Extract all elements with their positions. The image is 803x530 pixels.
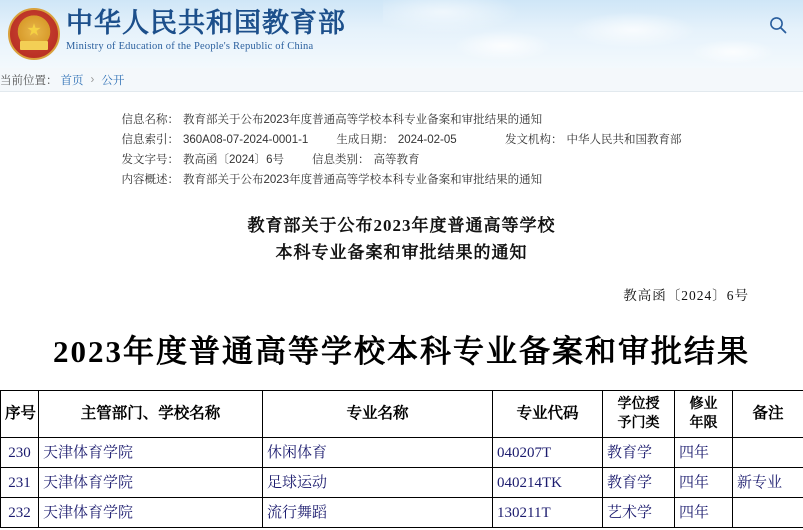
meta-cell-date	[336, 130, 456, 150]
results-table-wrapper	[0, 390, 803, 528]
cell-major: 足球运动	[263, 468, 493, 498]
meta-key: 内容概述：	[121, 174, 179, 186]
table-header-degree-line1: 学位授	[617, 397, 660, 412]
meta-row	[122, 110, 682, 130]
table-header-school: 主管部门、学校名称	[39, 391, 263, 438]
meta-value: 2024-02-05	[397, 134, 457, 146]
meta-value: 教育部关于公布2023年度普通高等学校本科专业备案和审批结果的通知	[183, 114, 543, 126]
table-header-years-line2: 年限	[689, 416, 718, 431]
cell-years: 四年	[675, 498, 733, 528]
table-header-years-line1: 修业	[689, 397, 718, 412]
cell-degree: 教育学	[603, 438, 675, 468]
table-header-years	[675, 391, 733, 438]
meta-row	[122, 150, 682, 170]
breadcrumb	[0, 68, 803, 92]
star-glyph: ★	[26, 20, 42, 40]
table-header-degree-line2: 予门类	[617, 416, 660, 431]
site-title-en: Ministry of Education of the People's Republic of China	[66, 41, 314, 52]
document-title	[92, 212, 712, 266]
meta-cell-summary	[122, 170, 543, 190]
meta-row	[122, 130, 682, 150]
cell-note	[733, 438, 803, 468]
table-row	[1, 498, 803, 528]
cell-code: 040214TK	[493, 468, 603, 498]
cell-school: 天津体育学院	[39, 438, 263, 468]
meta-value: 中华人民共和国教育部	[566, 134, 682, 146]
cell-degree: 教育学	[603, 468, 675, 498]
table-row	[1, 438, 803, 468]
meta-key: 信息索引：	[121, 134, 179, 146]
cell-years: 四年	[675, 438, 733, 468]
table-header-major: 专业名称	[263, 391, 493, 438]
document-number: 教高函〔2024〕6号	[623, 288, 749, 303]
table-header-note: 备注	[733, 391, 803, 438]
cell-school: 天津体育学院	[39, 498, 263, 528]
document-card	[0, 92, 803, 314]
cell-code: 130211T	[493, 498, 603, 528]
meta-value: 高等教育	[373, 154, 420, 166]
cell-note	[733, 498, 803, 528]
cell-degree: 艺术学	[603, 498, 675, 528]
cell-no: 232	[1, 498, 39, 528]
meta-cell-issuer	[505, 130, 682, 150]
breadcrumb-current[interactable]: 公开	[101, 74, 125, 87]
site-title-cn: 中华人民共和国教育部	[66, 8, 346, 38]
meta-cell-index	[122, 130, 309, 150]
meta-row	[122, 170, 682, 190]
cell-major: 流行舞蹈	[263, 498, 493, 528]
cloud-decoration	[383, 0, 803, 68]
breadcrumb-separator: ›	[90, 73, 95, 86]
meta-cell-category	[312, 150, 420, 170]
meta-key: 信息名称：	[121, 114, 179, 126]
document-title-line1: 教育部关于公布2023年度普通高等学校	[247, 216, 556, 235]
meta-key: 发文机构：	[505, 134, 563, 146]
meta-value: 360A08-07-2024-0001-1	[183, 134, 309, 146]
cell-note: 新专业	[733, 468, 803, 498]
breadcrumb-label: 当前位置：	[0, 74, 58, 87]
meta-cell-doc-number	[122, 150, 284, 170]
results-table	[0, 390, 803, 528]
table-header-no: 序号	[1, 391, 39, 438]
page-title: 2023年度普通高等学校本科专业备案和审批结果	[53, 334, 750, 369]
meta-cell-info-name	[122, 110, 543, 130]
document-metadata	[122, 110, 682, 190]
meta-value: 教高函〔2024〕6号	[183, 154, 284, 166]
cell-no: 231	[1, 468, 39, 498]
meta-value: 教育部关于公布2023年度普通高等学校本科专业备案和审批结果的通知	[183, 174, 543, 186]
cell-no: 230	[1, 438, 39, 468]
gate-shape	[20, 41, 48, 50]
cell-school: 天津体育学院	[39, 468, 263, 498]
table-header-degree	[603, 391, 675, 438]
cell-code: 040207T	[493, 438, 603, 468]
national-emblem-icon	[8, 8, 60, 60]
cell-major: 休闲体育	[263, 438, 493, 468]
document-title-line2: 本科专业备案和审批结果的通知	[275, 243, 528, 262]
breadcrumb-home-link[interactable]: 首页	[60, 74, 84, 87]
meta-key: 生成日期：	[336, 134, 394, 146]
cell-years: 四年	[675, 468, 733, 498]
meta-key: 信息类别：	[311, 154, 370, 166]
search-icon[interactable]	[769, 16, 787, 34]
table-row	[1, 468, 803, 498]
table-header-row	[1, 391, 803, 438]
site-header	[0, 0, 803, 68]
table-header-code: 专业代码	[493, 391, 603, 438]
site-title-block	[66, 8, 346, 54]
meta-key: 发文字号：	[121, 154, 179, 166]
